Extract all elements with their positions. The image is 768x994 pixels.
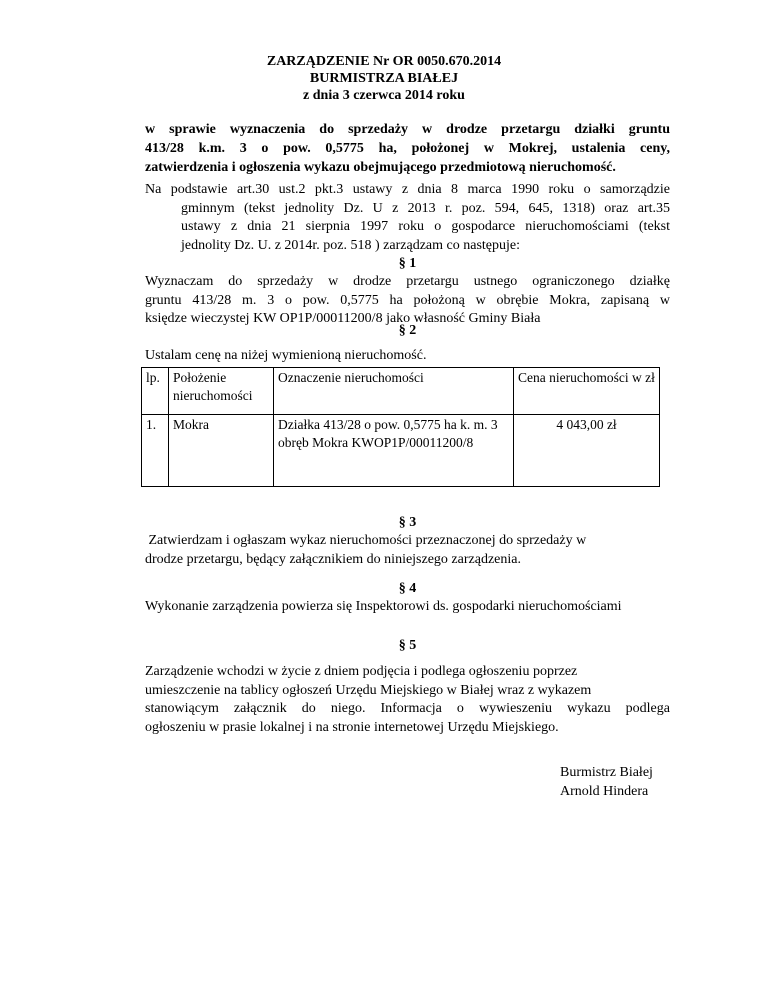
section-5-line: stanowiącym załącznik do niego. Informacja o wywieszeniu wykazu podlega — [145, 701, 670, 716]
signature-name: Arnold Hindera — [560, 784, 649, 799]
section-5 — [145, 637, 670, 737]
ordinance-subject — [145, 120, 670, 177]
ordinance-date: z dnia 3 czerwca 2014 roku — [303, 88, 465, 103]
legal-basis — [145, 181, 670, 255]
document-header — [0, 53, 768, 104]
section-5-line: ogłoszeniu w prasie lokalnej i na stronie internetowej Urzędu Miejskiego. — [145, 719, 559, 735]
section-2 — [145, 322, 670, 366]
section-3 — [145, 514, 670, 569]
section-1-line: Wyznaczam do sprzedaży w drodze przetargu ustnego ograniczonego działkę — [145, 274, 670, 289]
issuer: BURMISTRZA BIAŁEJ — [309, 71, 459, 86]
section-4-text: Wykonanie zarządzenia powierza się Inspektorowi ds. gospodarki nieruchomościami — [145, 599, 622, 614]
cell-location: Mokra — [169, 415, 274, 487]
section-2-text: Ustalam cenę na niżej wymienioną nieruchomość. — [145, 348, 427, 363]
basis-line: gminnym (tekst jednolity Dz. U z 2013 r. poz. 594, 645, 1318) oraz art.35 — [181, 200, 670, 216]
section-4 — [145, 580, 705, 617]
section-1 — [145, 255, 670, 329]
section-2-mark: § 2 — [398, 323, 417, 338]
cell-designation: Działka 413/28 o pow. 0,5775 ha k. m. 3 obręb Mokra KWOP1P/00011200/8 — [274, 415, 514, 487]
section-3-line: drodze przetargu, będący załącznikiem do niniejszego zarządzenia. — [145, 551, 521, 567]
ordinance-number: ZARZĄDZENIE Nr OR 0050.670.2014 — [266, 54, 502, 69]
basis-line: ustawy z dnia 21 sierpnia 1997 roku o gospodarce nieruchomościami (tekst — [181, 219, 670, 234]
header-designation: Oznaczenie nieruchomości — [274, 368, 514, 415]
section-4-mark: § 4 — [398, 581, 417, 596]
subject-line: 413/28 k.m. 3 o pow. 0,5775 ha, położonej w Mokrej, ustalenia ceny, — [145, 141, 670, 156]
basis-line: Na podstawie art.30 ust.2 pkt.3 ustawy z dnia 8 marca 1990 roku o samorządzie — [145, 182, 670, 197]
section-1-line: gruntu 413/28 m. 3 o pow. 0,5775 ha położoną w obrębie Mokra, zapisaną w — [145, 292, 670, 308]
section-1-mark: § 1 — [398, 256, 417, 271]
section-3-mark: § 3 — [398, 515, 417, 530]
section-5-mark: § 5 — [398, 638, 417, 653]
signature-title: Burmistrz Białej — [560, 765, 653, 780]
subject-line: zatwierdzenia i ogłoszenia wykazu obejmującego przedmiotową nieruchomość. — [145, 160, 616, 175]
section-5-line: Zarządzenie wchodzi w życie z dniem podjęcia i podlega ogłoszeniu poprzez — [145, 664, 578, 679]
cell-price: 4 043,00 zł — [514, 415, 660, 487]
cell-lp: 1. — [142, 415, 169, 487]
header-lp: lp. — [142, 368, 169, 415]
section-1-line: księdze wieczystej KW OP1P/00011200/8 jako własność Gminy Biała — [145, 311, 541, 326]
table-row — [142, 415, 660, 487]
table-header-row — [142, 368, 660, 415]
subject-line: w sprawie wyznaczenia do sprzedaży w drodze przetargu działki gruntu — [145, 122, 670, 137]
header-price: Cena nieruchomości w zł — [514, 368, 660, 415]
header-location: Położenie nieruchomości — [169, 368, 274, 415]
property-table — [141, 367, 660, 487]
section-5-line: umieszczenie na tablicy ogłoszeń Urzędu Miejskiego w Białej wraz z wykazem — [145, 682, 592, 698]
signature-block — [560, 763, 653, 801]
section-3-line: Zatwierdzam i ogłaszam wykaz nieruchomości przeznaczonej do sprzedaży w — [145, 533, 587, 548]
basis-line: jednolity Dz. U. z 2014r. poz. 518 ) zarządzam co następuje: — [181, 237, 520, 253]
